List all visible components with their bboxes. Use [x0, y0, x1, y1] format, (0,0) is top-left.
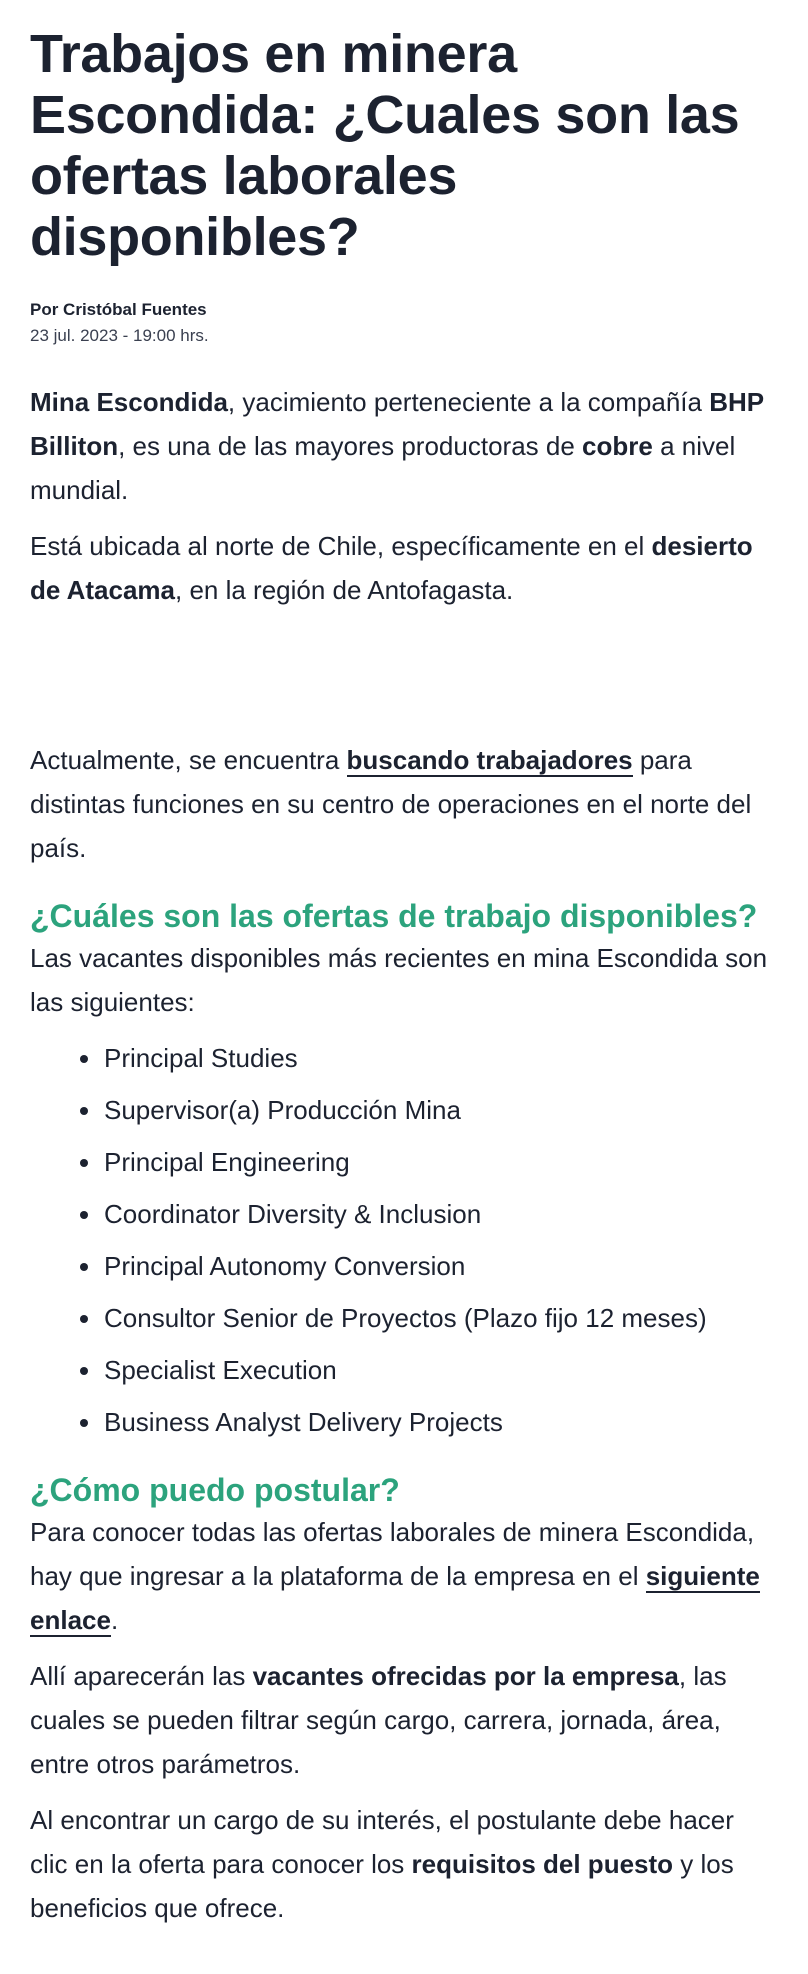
- offers-heading: ¿Cuáles son las ofertas de trabajo disponibles?: [30, 898, 758, 934]
- article-body: [30, 380, 778, 1930]
- bold-text: requisitos del puesto: [411, 1849, 674, 1879]
- bold-text: BHP Billiton: [30, 387, 764, 461]
- paragraph-text: Actualmente, se encuentra: [30, 745, 347, 775]
- paragraph-text: para distintas funciones en su centro de operaciones en el norte del país.: [30, 745, 752, 863]
- paragraph-text: , es una de las mayores productoras de: [118, 431, 583, 461]
- list-item: Principal Autonomy Conversion: [104, 1244, 778, 1288]
- intro-paragraph-3: [30, 738, 778, 870]
- paragraph-text: , en la región de Antofagasta.: [175, 575, 514, 605]
- intro-paragraph-1: [30, 380, 778, 512]
- paragraph-text: , las cuales se pueden filtrar según cargo, carrera, jornada, área, entre otros parámetros.: [30, 1661, 727, 1779]
- apply-heading: ¿Cómo puedo postular?: [30, 1472, 400, 1508]
- siguiente-enlace-link[interactable]: siguiente enlace: [30, 1561, 760, 1635]
- paragraph-text: , yacimiento perteneciente a la compañía: [227, 387, 710, 417]
- list-item: Specialist Execution: [104, 1348, 778, 1392]
- list-item: Principal Engineering: [104, 1140, 778, 1184]
- bold-text: vacantes ofrecidas por la empresa: [252, 1661, 679, 1691]
- list-item: Business Analyst Delivery Projects: [104, 1400, 778, 1444]
- bold-text: cobre: [582, 431, 653, 461]
- list-item: Supervisor(a) Producción Mina: [104, 1088, 778, 1132]
- paragraph-text: Está ubicada al norte de Chile, específicamente en el: [30, 531, 652, 561]
- list-item: Coordinator Diversity & Inclusion: [104, 1192, 778, 1236]
- paragraph-text: Al encontrar un cargo de su interés, el postulante debe hacer clic en la oferta para conocer los: [30, 1805, 734, 1879]
- article-title: Trabajos en minera Escondida: ¿Cuales son las ofertas laborales disponibles?: [30, 24, 740, 267]
- job-list: [30, 1036, 778, 1444]
- paragraph-text: a nivel mundial.: [30, 431, 736, 505]
- intro-paragraph-2: [30, 524, 778, 612]
- bold-text: desierto de Atacama: [30, 531, 753, 605]
- offers-lead: Las vacantes disponibles más recientes en mina Escondida son las siguientes:: [30, 943, 768, 1017]
- paragraph-text: .: [110, 1605, 119, 1635]
- apply-paragraph-1: [30, 1510, 778, 1642]
- paragraph-text: Allí aparecerán las: [30, 1661, 253, 1691]
- publish-date: 23 jul. 2023 - 19:00 hrs.: [30, 326, 209, 345]
- paragraph-text: Para conocer todas las ofertas laborales de minera Escondida, hay que ingresar a la plataforma de la empresa en el: [30, 1517, 755, 1591]
- apply-paragraph-3: [30, 1798, 778, 1930]
- author-byline: Por Cristóbal Fuentes: [30, 300, 207, 319]
- apply-paragraph-2: [30, 1654, 778, 1786]
- buscando-trabajadores-link[interactable]: buscando trabajadores: [346, 745, 633, 775]
- paragraph-text: y los beneficios que ofrece.: [30, 1849, 734, 1923]
- list-item: Consultor Senior de Proyectos (Plazo fijo 12 meses): [104, 1296, 778, 1340]
- list-item: Principal Studies: [104, 1036, 778, 1080]
- ad-spacer: [30, 612, 778, 738]
- bold-text: Mina Escondida: [30, 387, 228, 417]
